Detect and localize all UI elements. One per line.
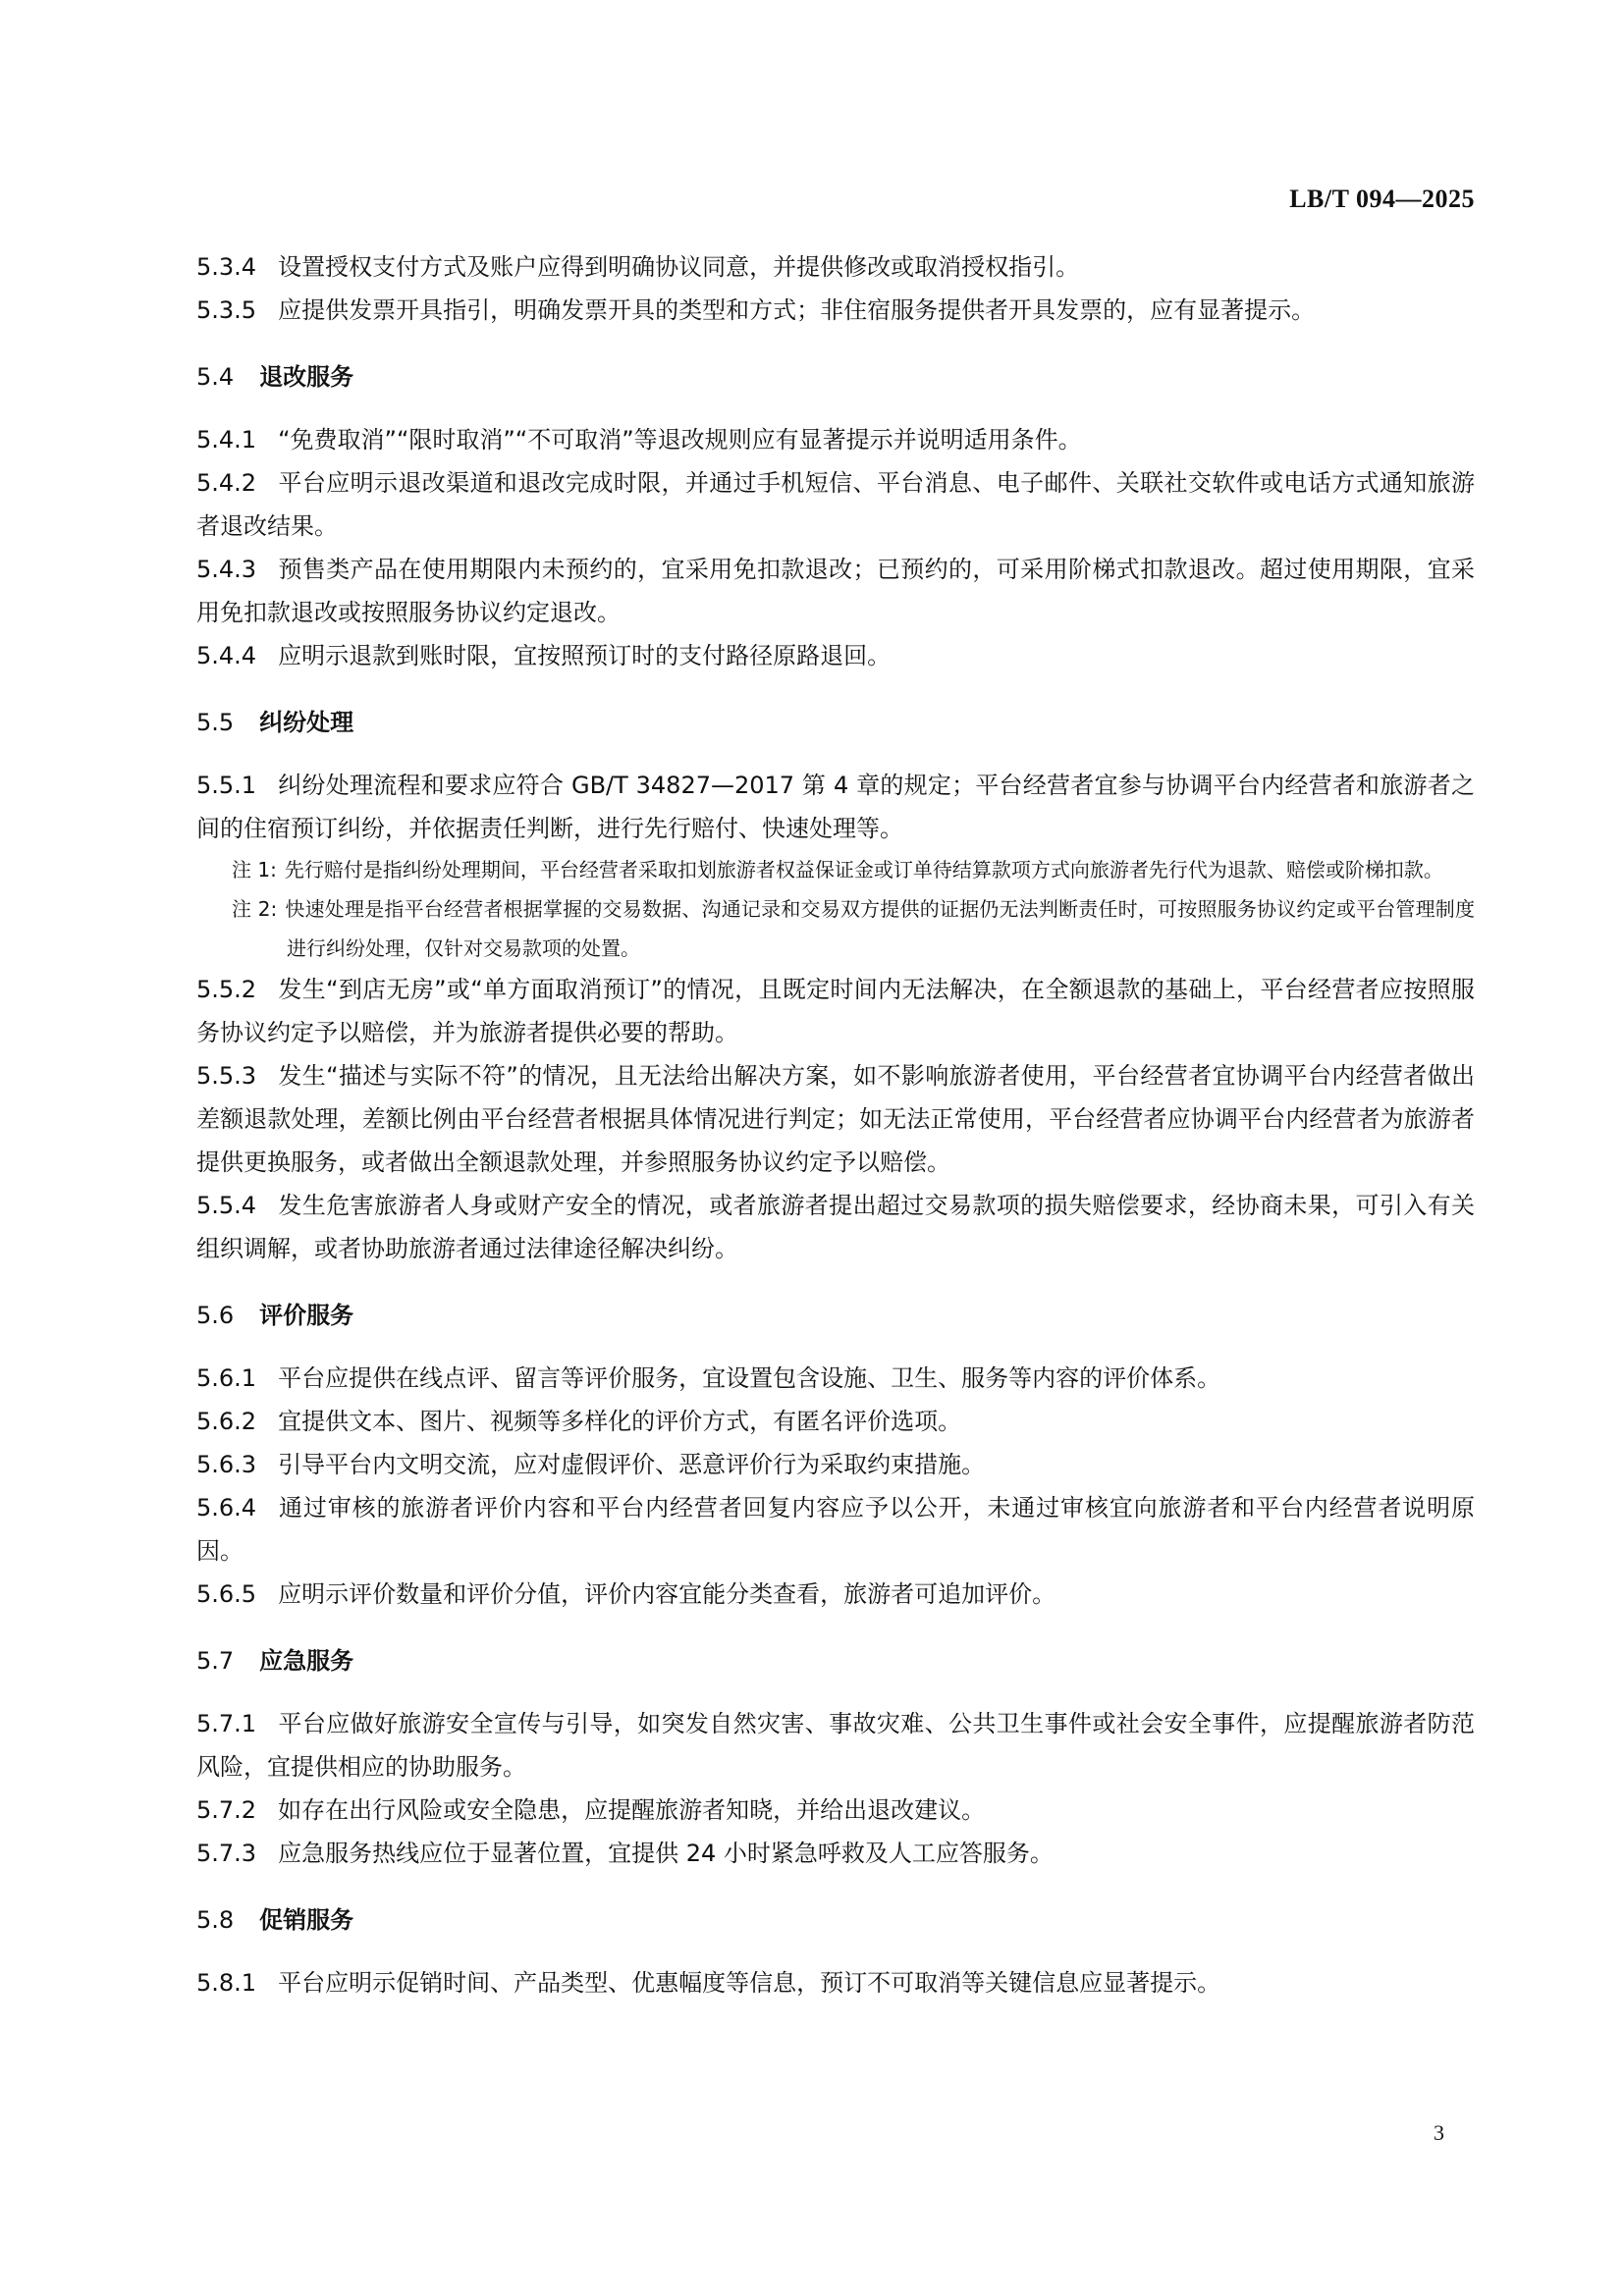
clause-number: 5.5.4 [196, 1192, 257, 1219]
page-number: 3 [1434, 2120, 1444, 2145]
clause-number: 5.6.1 [196, 1364, 257, 1392]
clause-number: 5.6.4 [196, 1494, 257, 1522]
clause-number: 5.6.3 [196, 1451, 257, 1478]
clause-number: 5.5.3 [196, 1062, 257, 1090]
clause-text: 发生危害旅游者人身或财产安全的情况，或者旅游者提出超过交易款项的损失赔偿要求，经协商未果，可引入有关组织调解，或者协助旅游者通过法律途径解决纠纷。 [196, 1192, 1475, 1262]
clause-paragraph [196, 1789, 1475, 1832]
note-number: 注 2: [232, 897, 278, 921]
clause-paragraph [196, 1054, 1475, 1184]
clause-paragraph [196, 548, 1475, 634]
clause-number: 5.3.4 [196, 253, 257, 281]
section-text: 促销服务 [259, 1906, 354, 1934]
clause-text: 应提供发票开具指引，明确发票开具的类型和方式；非住宿服务提供者开具发票的，应有显著提示。 [278, 296, 1316, 324]
note-text: 先行赔付是指纠纷处理期间，平台经营者采取扣划旅游者权益保证金或订单待结算款项方式向旅游者先行代为退款、赔偿或阶梯扣款。 [284, 858, 1443, 881]
clause-text: “免费取消”“限时取消”“不可取消”等退改规则应有显著提示并说明适用条件。 [278, 426, 1082, 454]
section-number: 5.5 [196, 709, 235, 736]
clause-text: 平台应明示退改渠道和退改完成时限，并通过手机短信、平台消息、电子邮件、关联社交软件或电话方式通知旅游者退改结果。 [196, 469, 1475, 540]
clause-paragraph [196, 461, 1475, 548]
clause-text: 设置授权支付方式及账户应得到明确协议同意，并提供修改或取消授权指引。 [278, 253, 1080, 281]
clause-paragraph [196, 1573, 1475, 1616]
clause-paragraph [196, 1357, 1475, 1400]
note-text: 快速处理是指平台经营者根据掌握的交易数据、沟通记录和交易双方提供的证据仍无法判断责任时，可按照服务协议约定或平台管理制度进行纠纷处理，仅针对交易款项的处置。 [285, 897, 1475, 960]
clause-number: 5.4.3 [196, 556, 257, 583]
clause-text: 平台应明示促销时间、产品类型、优惠幅度等信息，预订不可取消等关键信息应显著提示。 [278, 1969, 1221, 1997]
clause-text: 应明示退款到账时限，宜按照预订时的支付路径原路退回。 [278, 642, 892, 669]
clause-paragraph [196, 1832, 1475, 1875]
clause-paragraph [196, 1184, 1475, 1270]
section-number: 5.6 [196, 1302, 235, 1329]
clause-paragraph [196, 1400, 1475, 1443]
clause-text: 如存在出行风险或安全隐患，应提醒旅游者知晓，并给出退改建议。 [278, 1796, 986, 1824]
section-heading [196, 355, 1475, 399]
clause-paragraph [196, 289, 1475, 332]
section-text: 纠纷处理 [259, 709, 354, 736]
document-body [196, 245, 1475, 2004]
clause-text: 纠纷处理流程和要求应符合 GB/T 34827—2017 第 4 章的规定；平台经营者宜参与协调平台内经营者和旅游者之间的住宿预订纠纷，并依据责任判断，进行先行赔付、快速处理等。 [196, 772, 1475, 842]
clause-text: 平台应做好旅游安全宣传与引导，如突发自然灾害、事故灾难、公共卫生事件或社会安全事件，应提醒旅游者防范风险，宜提供相应的协助服务。 [196, 1710, 1475, 1781]
clause-paragraph [196, 1486, 1475, 1573]
clause-number: 5.6.2 [196, 1408, 257, 1435]
clause-number: 5.7.3 [196, 1840, 257, 1867]
clause-paragraph [196, 245, 1475, 289]
clause-text: 发生“到店无房”或“单方面取消预订”的情况，且既定时间内无法解决，在全额退款的基础上，平台经营者应按照服务协议约定予以赔偿，并为旅游者提供必要的帮助。 [196, 976, 1475, 1046]
clause-number: 5.5.1 [196, 772, 257, 799]
section-heading [196, 1639, 1475, 1682]
section-heading [196, 1294, 1475, 1337]
clause-paragraph [196, 1702, 1475, 1789]
clause-number: 5.7.2 [196, 1796, 257, 1824]
clause-text: 通过审核的旅游者评价内容和平台内经营者回复内容应予以公开，未通过审核宜向旅游者和平台内经营者说明原因。 [196, 1494, 1475, 1565]
clause-number: 5.8.1 [196, 1969, 257, 1997]
clause-paragraph [196, 968, 1475, 1054]
section-number: 5.4 [196, 363, 235, 391]
section-text: 应急服务 [259, 1647, 354, 1675]
clause-paragraph [196, 1961, 1475, 2004]
document-code: LB/T 094—2025 [1289, 185, 1475, 213]
section-number: 5.7 [196, 1647, 235, 1675]
note-paragraph [196, 850, 1475, 889]
section-text: 评价服务 [259, 1302, 354, 1329]
section-text: 退改服务 [259, 363, 354, 391]
clause-number: 5.4.1 [196, 426, 257, 454]
section-number: 5.8 [196, 1906, 235, 1934]
section-heading [196, 1898, 1475, 1942]
note-number: 注 1: [232, 858, 277, 881]
clause-text: 应急服务热线应位于显著位置，宜提供 24 小时紧急呼救及人工应答服务。 [278, 1840, 1054, 1867]
clause-number: 5.6.5 [196, 1580, 257, 1608]
section-heading [196, 701, 1475, 744]
clause-text: 平台应提供在线点评、留言等评价服务，宜设置包含设施、卫生、服务等内容的评价体系。 [278, 1364, 1221, 1392]
clause-number: 5.3.5 [196, 296, 257, 324]
clause-paragraph [196, 634, 1475, 677]
clause-paragraph [196, 764, 1475, 850]
clause-text: 引导平台内文明交流，应对虚假评价、恶意评价行为采取约束措施。 [278, 1451, 986, 1478]
clause-paragraph [196, 418, 1475, 461]
note-paragraph [196, 889, 1475, 968]
clause-text: 应明示评价数量和评价分值，评价内容宜能分类查看，旅游者可追加评价。 [278, 1580, 1056, 1608]
clause-text: 发生“描述与实际不符”的情况，且无法给出解决方案，如不影响旅游者使用，平台经营者宜协调平台内经营者做出差额退款处理，差额比例由平台经营者根据具体情况进行判定；如无法正常使用，平台经营者应协调平台内经营者为旅游者提供更换服务，或者做出全额退款处理，并参照服务协议约定予以赔偿。 [196, 1062, 1475, 1176]
clause-paragraph [196, 1443, 1475, 1486]
clause-number: 5.5.2 [196, 976, 257, 1003]
clause-text: 预售类产品在使用期限内未预约的，宜采用免扣款退改；已预约的，可采用阶梯式扣款退改。超过使用期限，宜采用免扣款退改或按照服务协议约定退改。 [196, 556, 1475, 626]
clause-text: 宜提供文本、图片、视频等多样化的评价方式，有匿名评价选项。 [278, 1408, 962, 1435]
clause-number: 5.4.4 [196, 642, 257, 669]
clause-number: 5.7.1 [196, 1710, 257, 1737]
clause-number: 5.4.2 [196, 469, 257, 497]
